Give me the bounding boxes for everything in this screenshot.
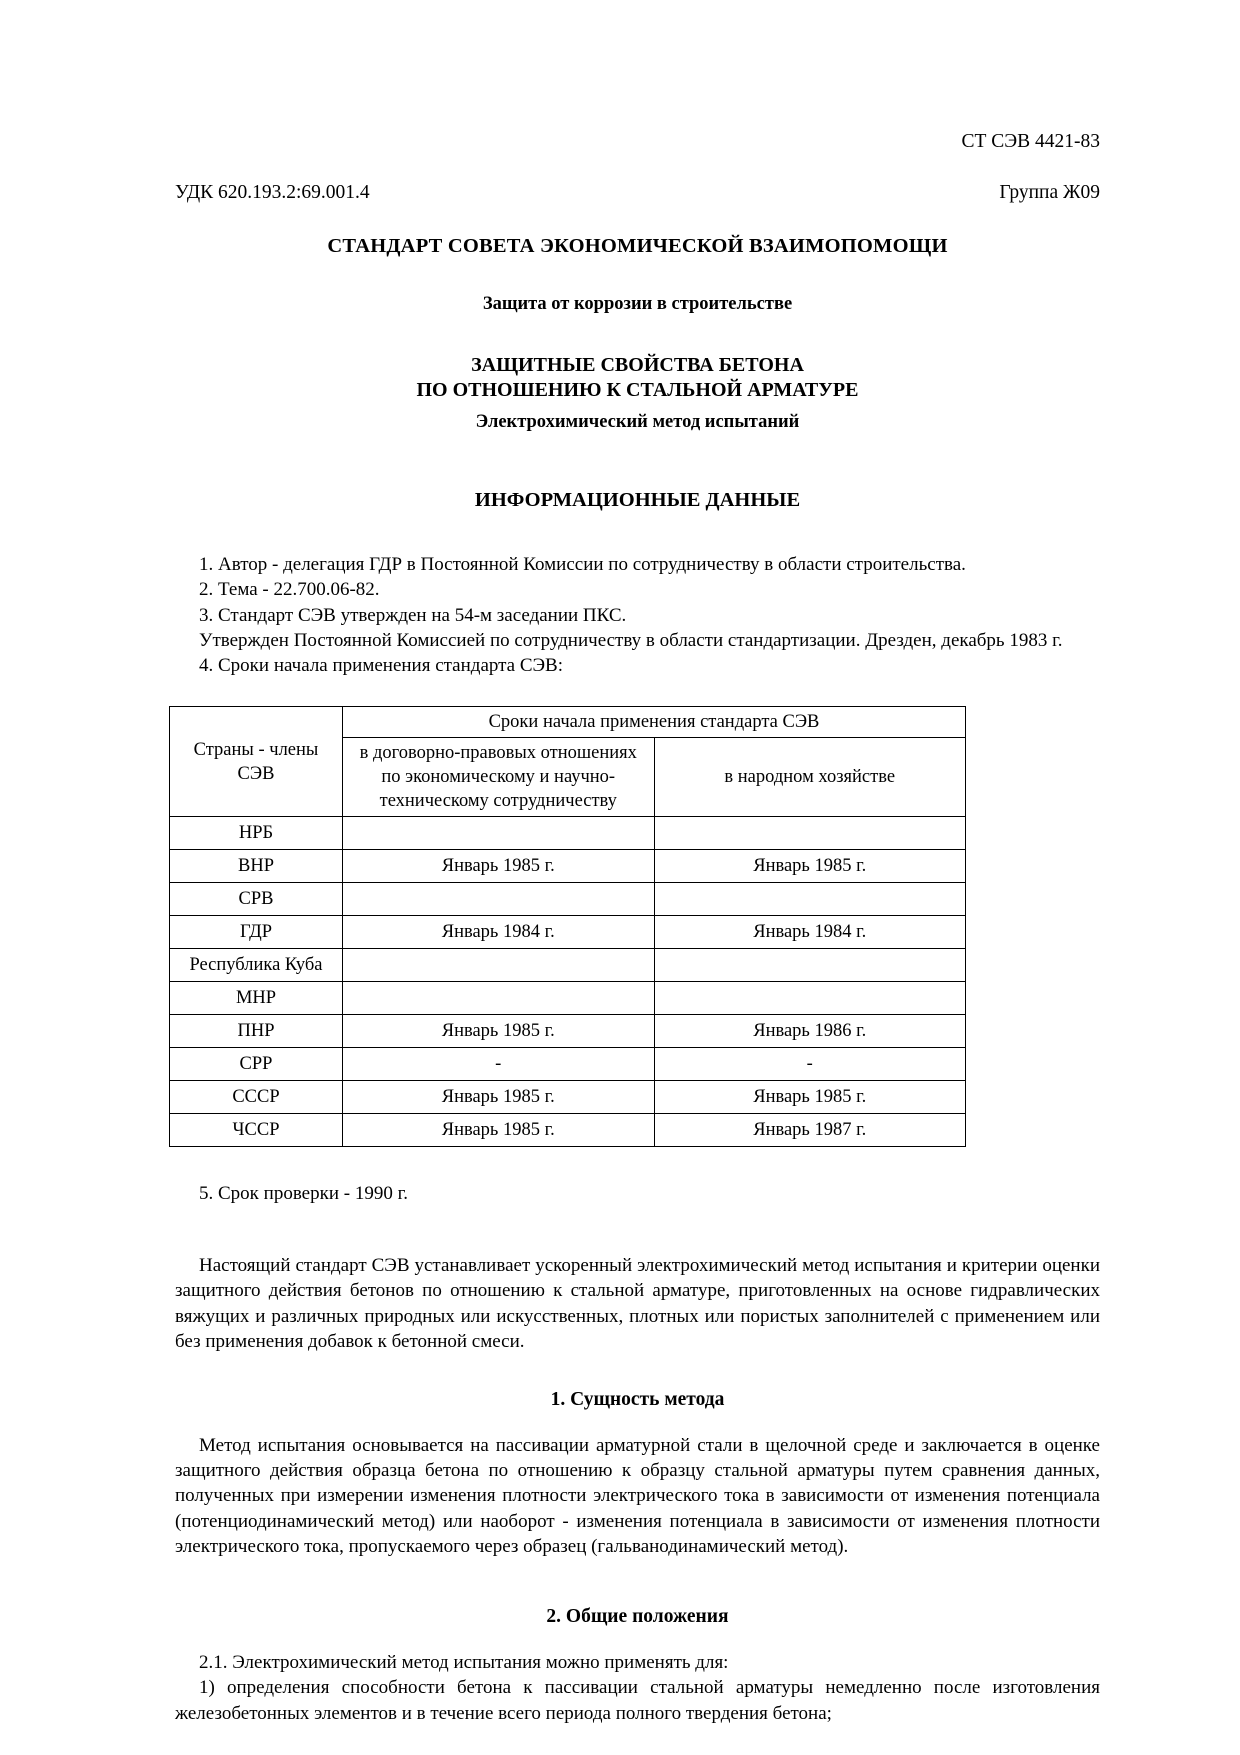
row-economy: Январь 1984 г. bbox=[654, 916, 966, 949]
table-row bbox=[170, 1081, 966, 1114]
table-row bbox=[170, 883, 966, 916]
row-legal bbox=[343, 817, 655, 850]
row-economy bbox=[654, 949, 966, 982]
row-economy bbox=[654, 817, 966, 850]
main-title-line-1: ЗАЩИТНЫЕ СВОЙСТВА БЕТОНА bbox=[471, 353, 804, 376]
row-country: ГДР bbox=[170, 916, 343, 949]
row-country: ПНР bbox=[170, 1015, 343, 1048]
header-national-economy: в народном хозяйстве bbox=[654, 738, 966, 817]
row-country: МНР bbox=[170, 982, 343, 1015]
row-economy: Январь 1987 г. bbox=[654, 1114, 966, 1147]
row-legal: Январь 1985 г. bbox=[343, 1081, 655, 1114]
row-legal: Январь 1985 г. bbox=[343, 1114, 655, 1147]
table-row bbox=[170, 1015, 966, 1048]
subject-line: Защита от коррозии в строительстве bbox=[482, 293, 793, 314]
method-subtitle: Электрохимический метод испытаний bbox=[475, 411, 800, 432]
row-country: ВНР bbox=[170, 850, 343, 883]
main-title-line-2: ПО ОТНОШЕНИЮ К СТАЛЬНОЙ АРМАТУРЕ bbox=[416, 379, 859, 402]
row-legal: - bbox=[343, 1048, 655, 1081]
standard-code: СТ СЭВ 4421-83 bbox=[961, 131, 1100, 152]
row-economy: Январь 1985 г. bbox=[654, 1081, 966, 1114]
row-economy bbox=[654, 883, 966, 916]
table-row bbox=[170, 949, 966, 982]
application-dates-table bbox=[169, 706, 966, 1147]
header-span-dates: Сроки начала применения стандарта СЭВ bbox=[343, 707, 966, 738]
row-country: НРБ bbox=[170, 817, 343, 850]
group-code: Группа Ж09 bbox=[999, 182, 1100, 204]
info-section-heading: ИНФОРМАЦИОННЫЕ ДАННЫЕ bbox=[474, 488, 801, 511]
row-legal bbox=[343, 949, 655, 982]
row-economy: - bbox=[654, 1048, 966, 1081]
section-1-heading: 1. Сущность метода bbox=[550, 1388, 725, 1410]
section-1-paragraph: Метод испытания основывается на пассивации арматурной стали в щелочной среде и заключается в оценке защитного действия образца бетона по отношению к образцу стальной арматуры путем сравнения данных, полученных при измерении изменения плотности электрического тока в зависимости от изменения потенциала (потенциодинамический метод) или наоборот - изменения потенциала в зависимости от изменения плотности электрического тока, пропускаемого через образец (гальванодинамический метод). bbox=[175, 1434, 1100, 1558]
info-item-4: 4. Сроки начала применения стандарта СЭВ: bbox=[199, 655, 564, 677]
row-country: СРВ bbox=[170, 883, 343, 916]
header-legal-relations: в договорно-правовых отношениях по экономическому и научно-техническому сотрудничеству bbox=[343, 738, 655, 817]
info-item-2: 2. Тема - 22.700.06-82. bbox=[199, 579, 380, 601]
info-item-5: 5. Срок проверки - 1990 г. bbox=[199, 1183, 408, 1205]
organization-title: СТАНДАРТ СОВЕТА ЭКОНОМИЧЕСКОЙ ВЗАИМОПОМОЩИ bbox=[327, 234, 948, 257]
udk-code: УДК 620.193.2:69.001.4 bbox=[175, 182, 370, 204]
row-country: ЧССР bbox=[170, 1114, 343, 1147]
row-country: СССР bbox=[170, 1081, 343, 1114]
table-row bbox=[170, 982, 966, 1015]
row-legal: Январь 1984 г. bbox=[343, 916, 655, 949]
table-row bbox=[170, 1114, 966, 1147]
row-legal bbox=[343, 982, 655, 1015]
info-item-3: 3. Стандарт СЭВ утвержден на 54-м заседании ПКС. bbox=[199, 604, 627, 626]
row-economy: Январь 1986 г. bbox=[654, 1015, 966, 1048]
table-header-row-1 bbox=[170, 707, 966, 738]
section-2-heading: 2. Общие положения bbox=[546, 1605, 729, 1627]
row-country: СРР bbox=[170, 1048, 343, 1081]
table-row bbox=[170, 817, 966, 850]
header-countries: Страны - члены СЭВ bbox=[170, 707, 343, 817]
row-legal: Январь 1985 г. bbox=[343, 850, 655, 883]
section-2-intro: 2.1. Электрохимический метод испытания можно применять для: bbox=[199, 1651, 729, 1673]
row-country: Республика Куба bbox=[170, 949, 343, 982]
udk-group-row bbox=[175, 181, 1100, 204]
table-row bbox=[170, 916, 966, 949]
info-item-1: 1. Автор - делегация ГДР в Постоянной Комиссии по сотрудничеству в области строительства. bbox=[199, 553, 966, 575]
intro-paragraph: Настоящий стандарт СЭВ устанавливает ускоренный электрохимический метод испытания и критерии оценки защитного действия бетонов по отношению к стальной арматуре, приготовленных на основе гидравлических вяжущих и различных природных или искусственных, плотных или пористых заполнителей с применением или без применения добавок к бетонной смеси. bbox=[175, 1254, 1100, 1353]
row-legal: Январь 1985 г. bbox=[343, 1015, 655, 1048]
table-row bbox=[170, 1048, 966, 1081]
info-list bbox=[175, 552, 1100, 678]
table-row bbox=[170, 850, 966, 883]
row-legal bbox=[343, 883, 655, 916]
row-economy: Январь 1985 г. bbox=[654, 850, 966, 883]
approval-paragraph: Утвержден Постоянной Комиссией по сотрудничеству в области стандартизации. Дрезден, декабрь 1983 г. bbox=[199, 629, 1063, 651]
row-economy bbox=[654, 982, 966, 1015]
section-2-item-1: 1) определения способности бетона к пассивации стальной арматуры немедленно после изготовления железобетонных элементов и в течение всего периода полного твердения бетона; bbox=[175, 1677, 1100, 1724]
main-title bbox=[175, 353, 1100, 404]
